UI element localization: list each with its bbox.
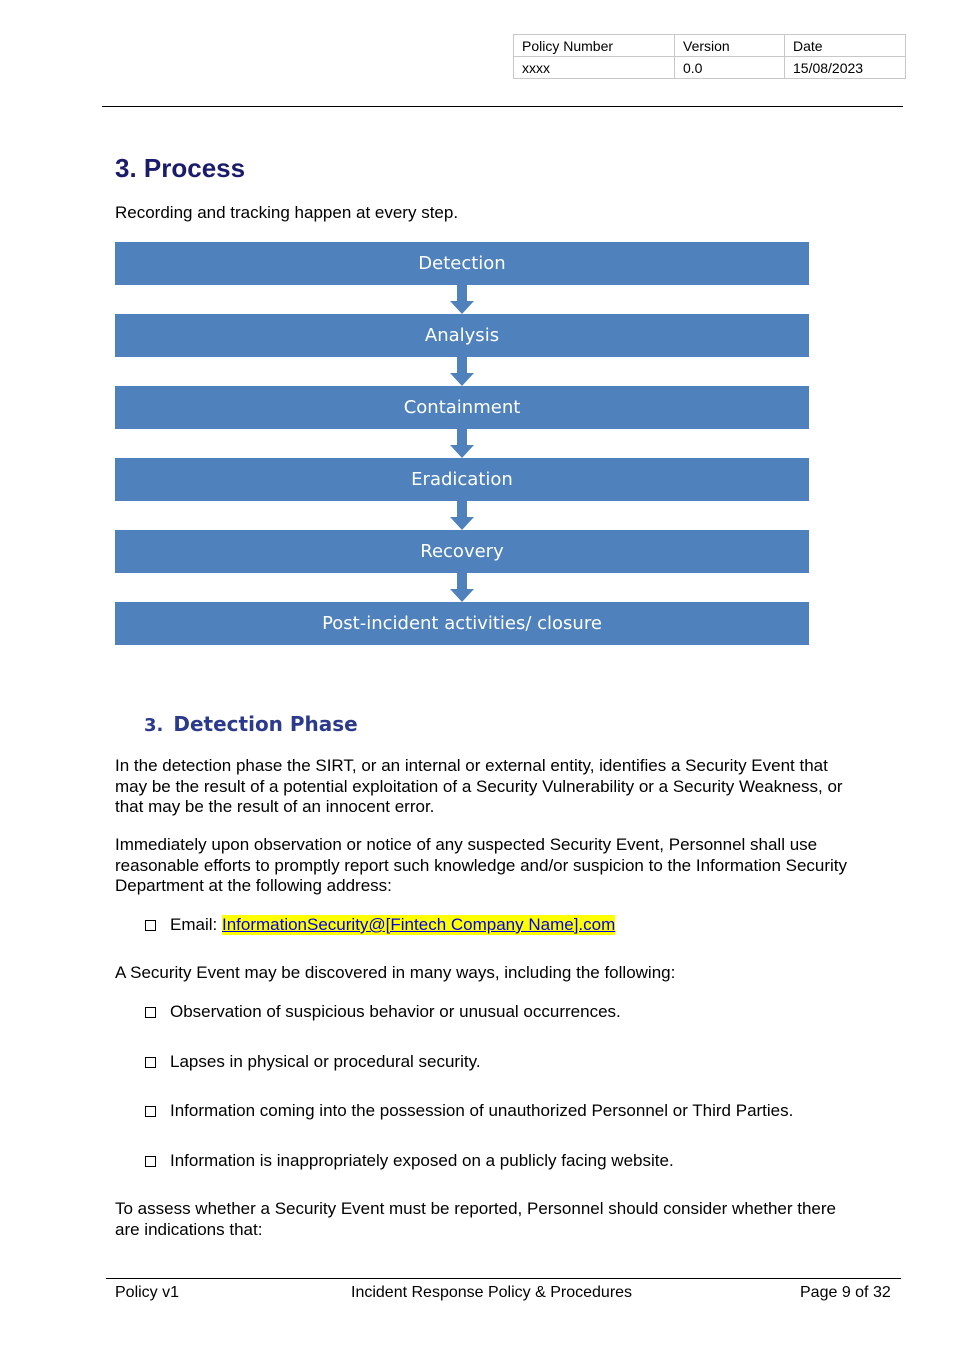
checkbox-bullet-icon [145,1156,156,1167]
down-arrow-icon [450,285,474,314]
flow-step-analysis: Analysis [115,314,809,357]
detection-paragraph-4: To assess whether a Security Event must be reported, Personnel should consider whether there are indications that: [115,1199,836,1239]
policy-meta-table [513,34,906,79]
list-item-text: Information is inappropriately exposed on a publicly facing website. [170,1151,674,1170]
email-bullet [145,915,615,935]
flow-step-post-incident: Post-incident activities/ closure [115,602,809,645]
meta-col-version: Version [675,35,785,57]
meta-header-row [514,35,906,57]
list-item [145,1052,481,1072]
list-item [145,1151,674,1171]
detection-paragraph-3: A Security Event may be discovered in many ways, including the following: [115,963,676,982]
footer-page-number: Page 9 of 32 [800,1284,891,1301]
meta-policy-number-value: xxxx [514,57,675,79]
detection-paragraph-2: Immediately upon observation or notice of any suspected Security Event, Personnel shall use reasonable efforts to promptly report such knowledge and/or suspicion to the Information Security Department at the following address: [115,835,848,895]
checkbox-bullet-icon [145,1106,156,1117]
footer-document-title: Incident Response Policy & Procedures [351,1284,633,1301]
meta-version-value: 0.0 [675,57,785,79]
down-arrow-icon [450,573,474,602]
flow-step-detection: Detection [115,242,809,285]
down-arrow-icon [450,357,474,386]
meta-value-row [514,57,906,79]
flow-step-eradication: Eradication [115,458,809,501]
meta-col-policy-number: Policy Number [514,35,675,57]
checkbox-bullet-icon [145,1057,156,1068]
list-item-text: Observation of suspicious behavior or unusual occurrences. [170,1002,621,1021]
header-divider [102,106,903,107]
section-title: 3. Process [115,153,246,183]
list-item [145,1101,793,1121]
flow-step-recovery: Recovery [115,530,809,573]
detection-paragraph-1: In the detection phase the SIRT, or an internal or external entity, identifies a Security Event that may be the result of a potential exploitation of a Security Vulnerability or a Security Weakness, or that may be the result of an innocent error. [115,756,843,816]
down-arrow-icon [450,501,474,530]
footer-version: Policy v1 [115,1284,180,1301]
heading-text: Detection Phase [173,712,358,736]
email-label: Email: [170,915,218,934]
meta-col-date: Date [785,35,906,57]
detection-phase-heading [144,712,358,736]
checkbox-bullet-icon [145,1007,156,1018]
footer-divider [106,1278,901,1279]
list-item-text: Lapses in physical or procedural security. [170,1052,481,1071]
checkbox-bullet-icon [145,920,156,931]
heading-number: 3. [144,715,164,736]
email-link[interactable]: InformationSecurity@[Fintech Company Name].com [221,915,616,934]
section-intro: Recording and tracking happen at every step. [115,203,459,222]
down-arrow-icon [450,429,474,458]
meta-date-value: 15/08/2023 [785,57,906,79]
list-item [145,1002,621,1022]
list-item-text: Information coming into the possession of unauthorized Personnel or Third Parties. [170,1101,794,1120]
flow-step-containment: Containment [115,386,809,429]
